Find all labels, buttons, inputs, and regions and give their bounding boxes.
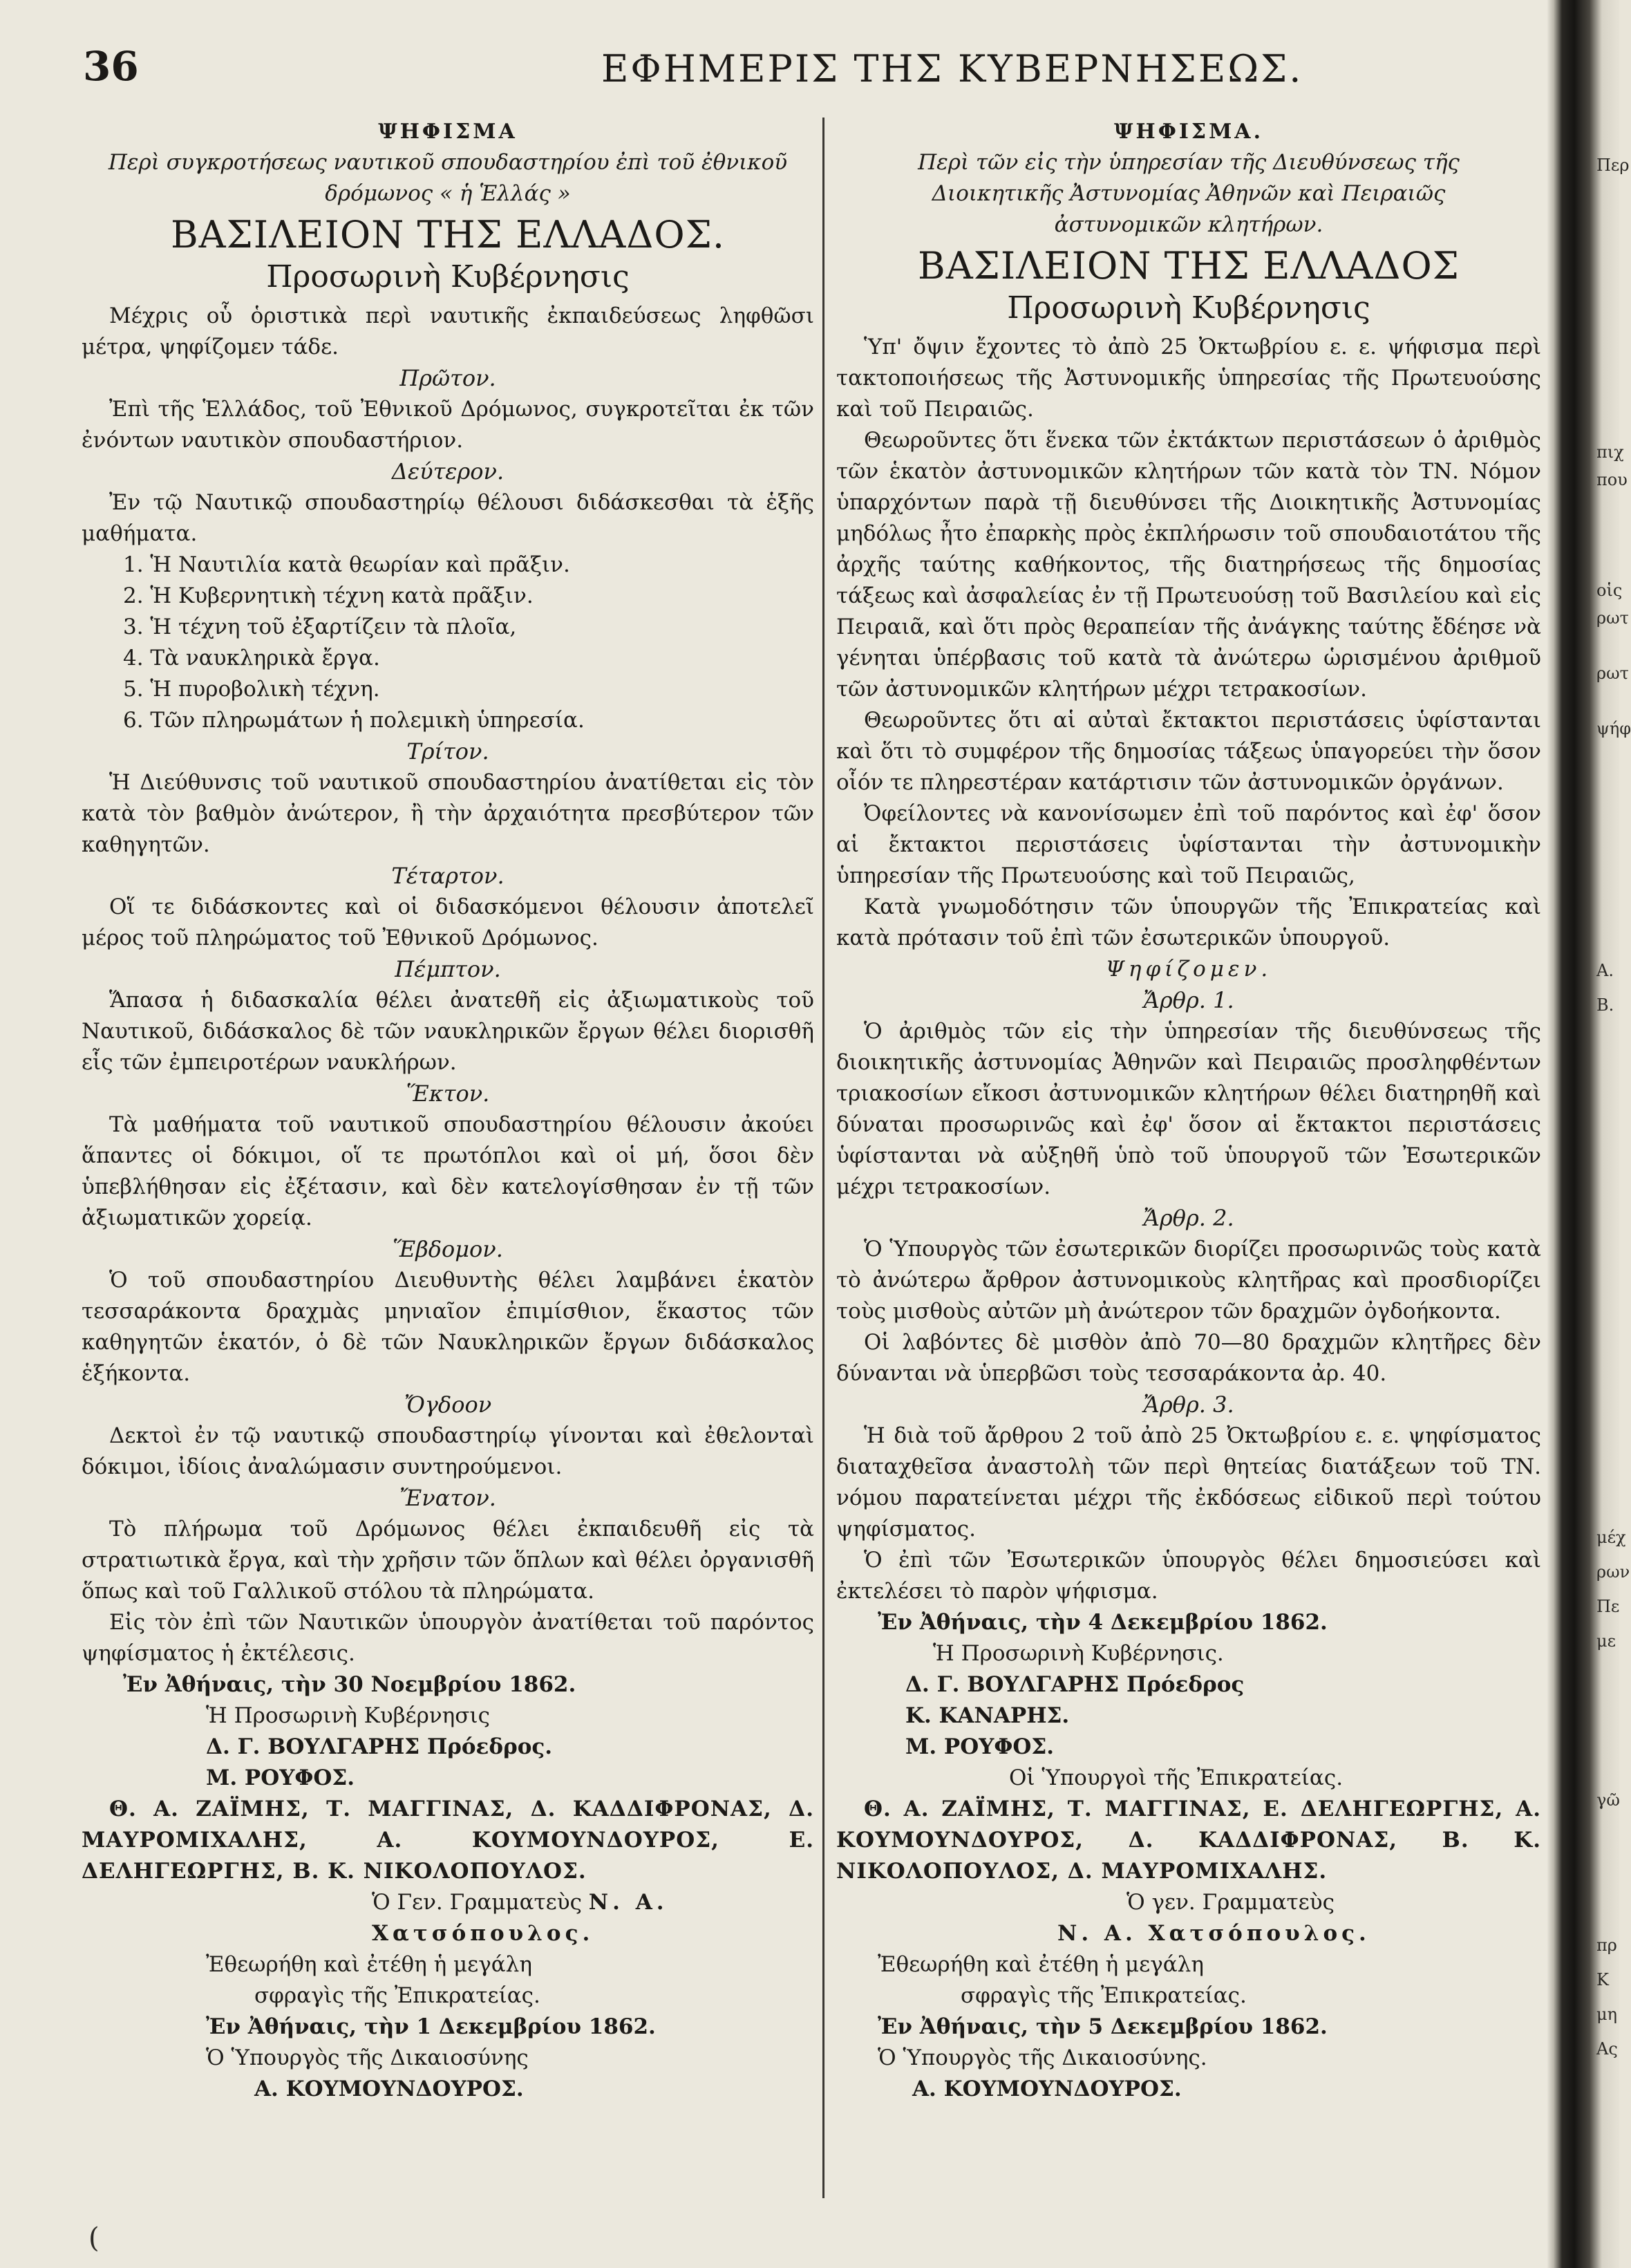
article-label: Ἔνατον.	[399, 1485, 496, 1511]
article-label: Ἄρθρ. 1.	[1143, 987, 1234, 1013]
decree-formula: Ψηφίζομεν.	[1105, 957, 1272, 982]
ink-mark: (	[88, 2222, 100, 2254]
article-label: Ἄρθρ. 3.	[1143, 1391, 1234, 1418]
left-decree	[82, 116, 814, 2105]
list-item: 5. Ἡ πυροβολικὴ τέχνη.	[123, 677, 380, 702]
article-text: Οἵ τε διδάσκοντες καὶ οἱ διδασκόμενοι θέλουσιν ἀποτελεῖ μέρος τοῦ πληρώματος τοῦ Ἐθνικοῦ Δρόμωνος.	[82, 894, 814, 950]
decree-subject: Περὶ τῶν εἰς τὴν ὑπηρεσίαν τῆς Διευθύνσεως τῆς Διοικητικῆς Ἀστυνομίας Ἀθηνῶν καὶ Πειραιῶς ἀστυνομικῶν κλητήρων.	[918, 150, 1460, 237]
recital: Κατὰ γνωμοδότησιν τῶν ὑπουργῶν τῆς Ἐπικρατείας καὶ κατὰ πρότασιν τοῦ ἐπὶ τῶν ἐσωτερικῶν ὑπουργοῦ.	[836, 894, 1541, 950]
article-text: Δεκτοὶ ἐν τῷ ναυτικῷ σπουδαστηρίῳ γίνονται καὶ ἐθελονταὶ δόκιμοι, ἰδίοις ἀναλώμασιν συντηρούμενοι.	[82, 1423, 814, 1479]
journal-title: ΕΦΗΜΕΡΙΣ ΤΗΣ ΚΥΒΕΡΝΗΣΕΩΣ.	[601, 47, 1303, 91]
edge-fragment: οἱς	[1596, 581, 1623, 600]
kingdom-title: ΒΑΣΙΛΕΙΟΝ ΤΗΣ ΕΛΛΑΔΟΣ.	[170, 213, 726, 256]
government-title: Προσωρινὴ Κυβέρνησις	[266, 259, 630, 294]
decree-heading: ΨΗΦΙΣΜΑ.	[1113, 120, 1264, 144]
secretary-title: Ὁ γεν. Γραμματεὺς	[1126, 1890, 1335, 1915]
ministers-title: Οἱ Ὑπουργοὶ τῆς Ἐπικρατείας.	[1009, 1765, 1344, 1790]
signer: Μ. ΡΟΥΦΟΣ.	[206, 1765, 355, 1790]
edge-fragment: Πε	[1596, 1597, 1620, 1616]
edge-fragment: ψήφ	[1596, 719, 1631, 738]
date-line: Ἐν Ἀθήναις, τὴν 4 Δεκεμβρίου 1862.	[878, 1610, 1328, 1635]
recital: Θεωροῦντες ὅτι αἱ αὐταὶ ἔκτακτοι περιστάσεις ὑφίστανται καὶ ὅτι τὸ συμφέρον τῆς δημοσίας τάξεως ὑπαγορεύει τὴν ὅσον οἷόν τε πληρεστέραν κατάρτισιν τῶν ἀστυνομικῶν ὀργάνων.	[836, 708, 1541, 795]
government-title: Προσωρινὴ Κυβέρνησις	[1007, 290, 1370, 326]
right-decree	[836, 116, 1541, 2105]
closing-text: Ὁ ἐπὶ τῶν Ἐσωτερικῶν ὑπουργὸς θέλει δημοσιεύσει καὶ ἐκτελέσει τὸ παρὸν ψήφισμα.	[836, 1548, 1541, 1604]
signer: Δ. Γ. ΒΟΥΛΓΑΡΗΣ Πρόεδρος	[905, 1672, 1245, 1697]
edge-fragment: που	[1596, 470, 1628, 489]
edge-fragment: Περ	[1596, 156, 1630, 175]
edge-fragment: ρωτ	[1596, 608, 1629, 628]
recital: Θεωροῦντες ὅτι ἕνεκα τῶν ἐκτάκτων περιστάσεων ὁ ἀριθμὸς τῶν ἑκατὸν ἀστυνομικῶν κλητήρων τῶν κατὰ τὸν ΤΝ. Νόμον ὑπαρχόντων παρὰ τῇ διευθύνσει τῆς Διοικητικῆς Ἀστυνομίας μηδόλως ἦτο ἐπαρκὴς πρὸς ἐκπλήρωσιν τοῦ σπουδαιοτάτου τῆς ἀρχῆς ταύτης καθήκοντος, τῆς διατηρήσεως τῆς δημοσίας τάξεως καὶ ἀσφαλείας ἐν τῇ Πρωτευούσῃ τοῦ Βασιλείου καὶ εἰς Πειραιᾶ, καὶ ὅτι πρὸς θεραπείαν τῆς ἀνάγκης ταύτης ἔδέησε νὰ γένηται ὑπέρβασις τοῦ κατὰ τὰ ἀνώτερω ὡρισμένου ἀριθμοῦ τῶν ἀστυνομικῶν κλητήρων μέχρι τετρακοσίων.	[836, 428, 1541, 702]
date-line: Ἐν Ἀθήναις, τὴν 30 Νοεμβρίου 1862.	[123, 1672, 576, 1697]
article-label: Δεύτερον.	[391, 458, 505, 485]
edge-fragment: ρωτ	[1596, 664, 1629, 683]
seal-note: σφραγὶς τῆς Ἐπικρατείας.	[254, 1983, 540, 2008]
justice-minister-title: Ὁ Ὑπουργὸς τῆς Δικαιοσύνης.	[878, 2045, 1207, 2070]
secretary-name: Ν. Α. Χατσόπουλος.	[1057, 1921, 1370, 1946]
article-text: Τὰ μαθήματα τοῦ ναυτικοῦ σπουδαστηρίου θέλουσιν ἀκούει ἅπαντες οἱ δόκιμοι, οἵ τε πρωτόπλοι καὶ οἱ μή, ὅσοι δὲν ὑπεβλήθησαν εἰς ἐξέτασιν, καὶ δὲν κατελογίσθησαν ἐν τῇ τῶν ἀξιωματικῶν χορείᾳ.	[82, 1112, 814, 1230]
article-text: Ἐπὶ τῆς Ἑλλάδος, τοῦ Ἐθνικοῦ Δρόμωνος, συγκροτεῖται ἐκ τῶν ἐνόντων ναυτικὸν σπουδαστήριον.	[82, 397, 814, 453]
article-text: Ὁ Ὑπουργὸς τῶν ἐσωτερικῶν διορίζει προσωρινῶς τοὺς κατὰ τὸ ἀνώτερω ἄρθρον ἀστυνομικοὺς κλητῆρας καὶ προσδιορίζει τοὺς μισθοὺς αὐτῶν μὴ ἀνώτερον τῶν δραχμῶν ὀγδοήκοντα.	[836, 1237, 1541, 1324]
edge-fragment: μη	[1596, 2005, 1617, 2024]
edge-fragment: Α.	[1596, 961, 1614, 980]
decree-heading: ΨΗΦΙΣΜΑ	[378, 120, 518, 144]
article-label: Πέμπτον.	[395, 956, 501, 982]
column-divider	[822, 118, 824, 2198]
signer: Μ. ΡΟΥΦΟΣ.	[905, 1734, 1055, 1759]
government-signature: Ἡ Προσωρινὴ Κυβέρνησις.	[933, 1641, 1224, 1666]
government-signature: Ἡ Προσωρινὴ Κυβέρνησις	[206, 1703, 490, 1728]
list-item: 1. Ἡ Ναυτιλία κατὰ θεωρίαν καὶ πρᾶξιν.	[123, 552, 570, 577]
edge-fragment: με	[1596, 1631, 1616, 1651]
secretary-signature	[82, 1887, 814, 1949]
article-label: Ἄρθρ. 2.	[1143, 1205, 1234, 1231]
kingdom-title: ΒΑΣΙΛΕΙΟΝ ΤΗΣ ΕΛΛΑΔΟΣ	[918, 244, 1460, 288]
article-label: Ὄγδοον	[404, 1391, 492, 1418]
ministers-signatures: Θ. Α. ΖΑΪΜΗΣ, Τ. ΜΑΓΓΙΝΑΣ, Ε. ΔΕΛΗΓΕΩΡΓΗΣ, Α. ΚΟΥΜΟΥΝΔΟΥΡΟΣ, Δ. ΚΑΔΔΙΦΡΟΝΑΣ, Β. Κ. ΝΙΚΟΛΟΠΟΥΛΟΣ, Δ. ΜΑΥΡΟΜΙΧΑΛΗΣ.	[836, 1797, 1541, 1884]
seal-date: Ἐν Ἀθήναις, τὴν 1 Δεκεμβρίου 1862.	[206, 2014, 656, 2039]
seal-note: Ἐθεωρήθη καὶ ἐτέθη ἡ μεγάλη	[878, 1952, 1204, 1977]
article-label: Τρίτον.	[406, 738, 489, 765]
article-text: Ἅπασα ἡ διδασκαλία θέλει ἀνατεθῆ εἰς ἀξιωματικοὺς τοῦ Ναυτικοῦ, διδάσκαλος δὲ τῶν ναυκληρικῶν ἔργων θέλει διορισθῆ εἷς τῶν ἐμπειροτέρων ναυκλήρων.	[82, 988, 814, 1075]
edge-fragment: ρων	[1596, 1562, 1630, 1582]
book-spine-shadow	[1547, 0, 1619, 2268]
closing-text: Εἰς τὸν ἐπὶ τῶν Ναυτικῶν ὑπουργὸν ἀνατίθεται τοῦ παρόντος ψηφίσματος ἡ ἐκτέλεσις.	[82, 1610, 814, 1666]
article-label: Τέταρτον.	[391, 863, 505, 889]
secretary-title: Ὁ Γεν. Γραμματεὺς	[372, 1890, 582, 1915]
page-header	[76, 43, 1541, 98]
list-item: 4. Τὰ ναυκληρικὰ ἔργα.	[123, 646, 380, 671]
justice-minister-name: Α. ΚΟΥΜΟΥΝΔΟΥΡΟΣ.	[912, 2077, 1182, 2101]
article-text: Ὁ τοῦ σπουδαστηρίου Διευθυντὴς θέλει λαμβάνει ἑκατὸν τεσσαράκοντα δραχμὰς μηνιαῖον ἐπιμίσθιον, ἕκαστος τῶν καθηγητῶν ἑκατόν, ὁ δὲ τῶν Ναυκληρικῶν ἔργων διδάσκαλος ἑξήκοντα.	[82, 1268, 814, 1386]
page-number: 36	[83, 43, 139, 90]
article-text: Ἐν τῷ Ναυτικῷ σπουδαστηρίῳ θέλουσι διδάσκεσθαι τὰ ἑξῆς μαθήματα.	[82, 490, 814, 546]
edge-fragment: Κ	[1596, 1970, 1609, 1989]
edge-fragment: Β.	[1596, 995, 1614, 1015]
list-item: 6. Τῶν πληρωμάτων ἡ πολεμικὴ ὑπηρεσία.	[123, 708, 585, 733]
edge-fragment: μέχ	[1596, 1528, 1626, 1547]
article-text: Οἱ λαβόντες δὲ μισθὸν ἀπὸ 70—80 δραχμῶν κλητῆρες δὲν δύνανται νὰ ὑπερβῶσι τοὺς τεσσαράκοντα ἀρ. 40.	[836, 1330, 1541, 1386]
seal-note: σφραγὶς τῆς Ἐπικρατείας.	[961, 1983, 1247, 2008]
article-text: Τὸ πλήρωμα τοῦ Δρόμωνος θέλει ἐκπαιδευθῆ εἰς τὰ στρατιωτικὰ ἔργα, καὶ τὴν χρῆσιν τῶν ὅπλων καὶ θέλει ὀργανισθῆ ὅπως καὶ τοῦ Γαλλικοῦ στόλου τὰ πληρώματα.	[82, 1517, 814, 1604]
edge-fragment: πιχ	[1596, 442, 1624, 462]
preamble: Μέχρις οὗ ὁριστικὰ περὶ ναυτικῆς ἐκπαιδεύσεως ληφθῶσι μέτρα, ψηφίζομεν τάδε.	[82, 303, 814, 359]
secretary-name: Ν. Α. Χατσόπουλος.	[372, 1890, 668, 1946]
decree-subject: Περὶ συγκροτήσεως ναυτικοῦ σπουδαστηρίου ἐπὶ τοῦ ἐθνικοῦ δρόμωνος « ἡ Ἑλλάς »	[108, 150, 788, 206]
edge-fragment: Ας	[1596, 2039, 1618, 2059]
edge-fragment: πρ	[1596, 1936, 1617, 1955]
article-text: Ὁ ἀριθμὸς τῶν εἰς τὴν ὑπηρεσίαν τῆς διευθύνσεως τῆς διοικητικῆς ἀστυνομίας Ἀθηνῶν καὶ Πειραιῶς προσληφθέντων τριακοσίων εἴκοσι ἀστυνομικῶν κλητήρων θέλει διατηρηθῆ καὶ δύναται προσωρινῶς καὶ ἐφ' ὅσον αἱ ἔκτακτοι περιστάσεις ὑφίστανται νὰ αὐξηθῆ ὑπὸ τοῦ ὑπουργοῦ τῶν Ἐσωτερικῶν μέχρι τετρακοσίων.	[836, 1019, 1541, 1199]
article-label: Πρῶτον.	[399, 365, 496, 391]
article-text: Ἡ Διεύθυνσις τοῦ ναυτικοῦ σπουδαστηρίου ἀνατίθεται εἰς τὸν κατὰ τὸν βαθμὸν ἀνώτερον, ἢ τὴν ἀρχαιότητα πρεσβύτερον τῶν καθηγητῶν.	[82, 770, 814, 857]
signer: Δ. Γ. ΒΟΥΛΓΑΡΗΣ Πρόεδρος.	[206, 1734, 553, 1759]
seal-note: Ἐθεωρήθη καὶ ἐτέθη ἡ μεγάλη	[206, 1952, 532, 1977]
edge-fragment: γῶ	[1596, 1790, 1620, 1810]
ministers-signatures: Θ. Α. ΖΑΪΜΗΣ, Τ. ΜΑΓΓΙΝΑΣ, Δ. ΚΑΔΔΙΦΡΟΝΑΣ, Δ. ΜΑΥΡΟΜΙΧΑΛΗΣ, Α. ΚΟΥΜΟΥΝΔΟΥΡΟΣ, Ε. ΔΕΛΗΓΕΩΡΓΗΣ, Β. Κ. ΝΙΚΟΛΟΠΟΥΛΟΣ.	[82, 1797, 814, 1884]
article-label: Ἕβδομον.	[393, 1236, 503, 1262]
list-item: 3. Ἡ τέχνη τοῦ ἐξαρτίζειν τὰ πλοῖα,	[123, 615, 517, 639]
signer: Κ. ΚΑΝΑΡΗΣ.	[905, 1703, 1070, 1728]
article-text: Ἡ διὰ τοῦ ἄρθρου 2 τοῦ ἀπὸ 25 Ὀκτωβρίου ε. ε. ψηφίσματος διαταχθεῖσα ἀναστολὴ τῶν περὶ θητείας διατάξεων τοῦ ΤΝ. νόμου παρατείνεται μέχρι τῆς ἐκδόσεως εἰδικοῦ περὶ τούτου ψηφίσματος.	[836, 1423, 1541, 1541]
recital: Ὑπ' ὄψιν ἔχοντες τὸ ἀπὸ 25 Ὀκτωβρίου ε. ε. ψήφισμα περὶ τακτοποιήσεως τῆς Ἀστυνομικῆς ὑπηρεσίας τῆς Πρωτευούσης καὶ τοῦ Πειραιῶς.	[836, 335, 1541, 422]
recital: Ὀφείλοντες νὰ κανονίσωμεν ἐπὶ τοῦ παρόντος καὶ ἐφ' ὅσον αἱ ἔκτακτοι περιστάσεις ὑφίστανται τὴν ἀστυνομικὴν ὑπηρεσίαν τῆς Πρωτευούσης καὶ τοῦ Πειραιῶς,	[836, 801, 1541, 888]
justice-minister-name: Α. ΚΟΥΜΟΥΝΔΟΥΡΟΣ.	[254, 2077, 524, 2101]
article-label: Ἕκτον.	[406, 1080, 490, 1107]
seal-date: Ἐν Ἀθήναις, τὴν 5 Δεκεμβρίου 1862.	[878, 2014, 1328, 2039]
justice-minister-title: Ὁ Ὑπουργὸς τῆς Δικαιοσύνης	[206, 2045, 529, 2070]
list-item: 2. Ἡ Κυβερνητικὴ τέχνη κατὰ πρᾶξιν.	[123, 583, 534, 608]
